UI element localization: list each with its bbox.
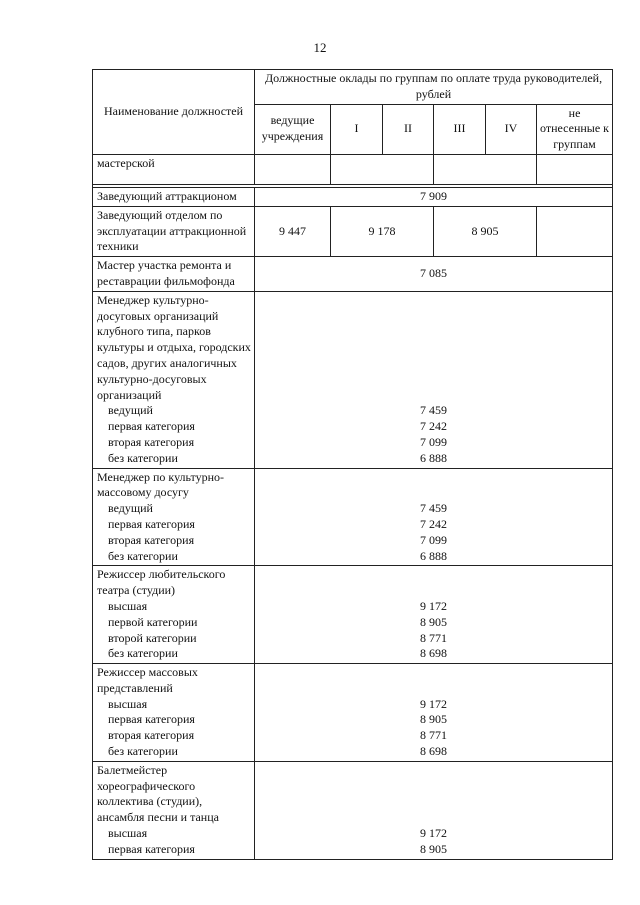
row-cell [93,761,255,859]
table-row [93,154,613,184]
table-row [93,206,613,256]
category-label: без категории [108,450,178,465]
row-name: Заведующий отделом по эксплуатации аттракционной техники [93,206,255,256]
salary-value: 7 242 [420,419,448,434]
category-label: первая категория [108,841,195,856]
row-cell [93,664,255,762]
value-cell [255,468,613,566]
value-cell [255,566,613,664]
row-name: Мастер участка ремонта и реставрации фильмофонда [93,257,255,292]
header-group-2: II [383,104,434,154]
salary-value: 9 172 [420,696,448,711]
category-label: вторая категория [108,434,195,449]
empty-cell [537,154,613,184]
salary-value: 7 459 [420,501,448,516]
category-label: ведущий [108,501,153,516]
table-row [93,664,613,762]
category-label: первая категория [108,516,195,531]
table-row [93,468,613,566]
table-row [93,761,613,859]
header-group-1: I [331,104,383,154]
table-row [93,291,613,468]
salary-value: 6 888 [420,450,448,465]
category-label: ведущий [108,403,153,418]
salary-value: 8 905 [420,614,448,629]
category-label: вторая категория [108,728,195,743]
row-name: Балетмейстер хореографического коллектива (студии), ансамбля песни и танца [97,762,219,825]
category-label: вторая категория [108,532,195,547]
value-cell [255,291,613,468]
category-label: второй категории [108,630,197,645]
row-cell [93,566,255,664]
empty-cell [537,206,613,256]
salary-value: 8 905 [420,712,448,727]
category-label: без категории [108,548,178,563]
row-name: Режиссер массовых представлений [97,665,198,695]
row-name: Менеджер по культурно-массовому досугу [97,469,225,500]
category-label: высшая [108,696,148,711]
header-position-name: Наименование должностей [93,70,255,155]
salary-value: 9 172 [420,826,448,841]
row-name: Менеджер культурно-досуговых организаций клубного типа, парков культуры и отдыха, городских садов, других аналогичных культурно-досуговых организаций [97,292,251,402]
salary-value: 8 698 [420,646,448,661]
salary-value-lead: 9 447 [255,206,331,256]
header-group-3: III [434,104,486,154]
header-not-grouped: не отнесенные к группам [537,104,613,154]
salary-value: 7 242 [420,516,448,531]
empty-cell [434,154,537,184]
empty-cell [331,154,434,184]
category-label: высшая [108,598,148,613]
header-lead-institutions: ведущие учреждения [255,104,331,154]
salary-value: 8 698 [420,744,448,759]
category-label: первой категории [108,614,198,629]
value-cell [255,664,613,762]
salary-value: 7 099 [420,434,448,449]
value-cell [255,761,613,859]
row-name: мастерской [93,154,255,184]
header-group-caption: Должностные оклады по группам по оплате труда руководителей, рублей [255,70,613,105]
salary-value: 8 905 [420,841,448,856]
salary-value: 7 085 [255,257,613,292]
salary-value: 7 099 [420,532,448,547]
row-cell [93,468,255,566]
salary-value: 7 459 [420,403,448,418]
salary-value: 8 771 [420,630,448,645]
salary-value: 8 771 [420,728,448,743]
salary-value-groups-3-4: 8 905 [434,206,537,256]
category-label: первая категория [108,712,195,727]
salary-value: 6 888 [420,548,448,563]
salary-table [92,69,613,860]
salary-value: 9 172 [420,598,448,613]
category-label: без категории [108,744,178,759]
category-label: первая категория [108,419,195,434]
table-row [93,257,613,292]
empty-cell [255,154,331,184]
header-row [93,70,613,105]
row-cell [93,291,255,468]
header-group-4: IV [486,104,537,154]
category-label: без категории [108,646,178,661]
row-name: Заведующий аттракционом [93,187,255,206]
salary-value-groups-1-2: 9 178 [331,206,434,256]
salary-value: 7 909 [255,187,613,206]
table-row [93,187,613,206]
table-row [93,566,613,664]
row-name: Режиссер любительского театра (студии) [97,567,226,598]
page-number: 12 [313,40,327,55]
category-label: высшая [108,826,148,841]
